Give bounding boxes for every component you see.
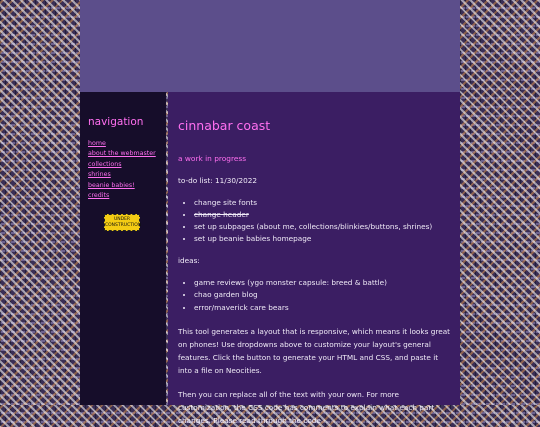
todo-item: • set up subpages (about me, collections/blinkies/buttons, shrines): [194, 221, 460, 233]
page-title: cinnabar coast: [178, 118, 271, 133]
header-banner: [80, 0, 460, 92]
todo-item-done: • change header: [194, 209, 460, 221]
idea-item: • error/maverick care bears: [194, 302, 460, 314]
under-construction-badge: [104, 214, 140, 231]
idea-item: • chao garden blog: [194, 289, 460, 301]
nav-link-collections[interactable]: collections: [88, 160, 122, 168]
ideas-list: [178, 277, 460, 313]
todo-item: • set up beanie babies homepage: [194, 233, 460, 245]
nav-link-beanie-babies[interactable]: beanie babies!: [88, 181, 135, 189]
tagline: a work in progress: [178, 154, 247, 163]
nav-link-shrines[interactable]: shrines: [88, 171, 111, 179]
badge-line-2: CONSTRUCTION: [105, 222, 142, 228]
customization-paragraph: Then you can replace all of the text with your own. For more customization, the CSS code has comments to explain what each part changes. Please read through the code -: [178, 389, 435, 425]
badge-line-1: UNDER: [113, 217, 131, 223]
main-content: [168, 92, 460, 425]
todo-item: • change site fonts: [194, 197, 460, 209]
todo-heading: to-do list: 11/30/2022: [178, 176, 258, 185]
intro-paragraph: This tool generates a layout that is responsive, which means it looks great on phones! Use dropdowns above to customize your layout's general features. Click the button to generate your HTML and CSS, and paste it into a file on Neocities.: [178, 326, 451, 375]
left-background-pattern: [0, 0, 80, 405]
idea-item: • game reviews (ygo monster capsule: breed & battle): [194, 277, 460, 289]
todo-list: [178, 197, 460, 245]
sidebar-navigation: [80, 92, 166, 405]
ideas-heading: ideas:: [178, 256, 200, 266]
nav-link-home[interactable]: home: [88, 140, 106, 147]
nav-link-about[interactable]: about the webmaster: [88, 150, 156, 158]
right-background-pattern: [460, 0, 540, 405]
nav-title: navigation: [88, 116, 144, 128]
nav-link-credits[interactable]: credits: [88, 192, 110, 200]
page-container: [80, 0, 460, 425]
